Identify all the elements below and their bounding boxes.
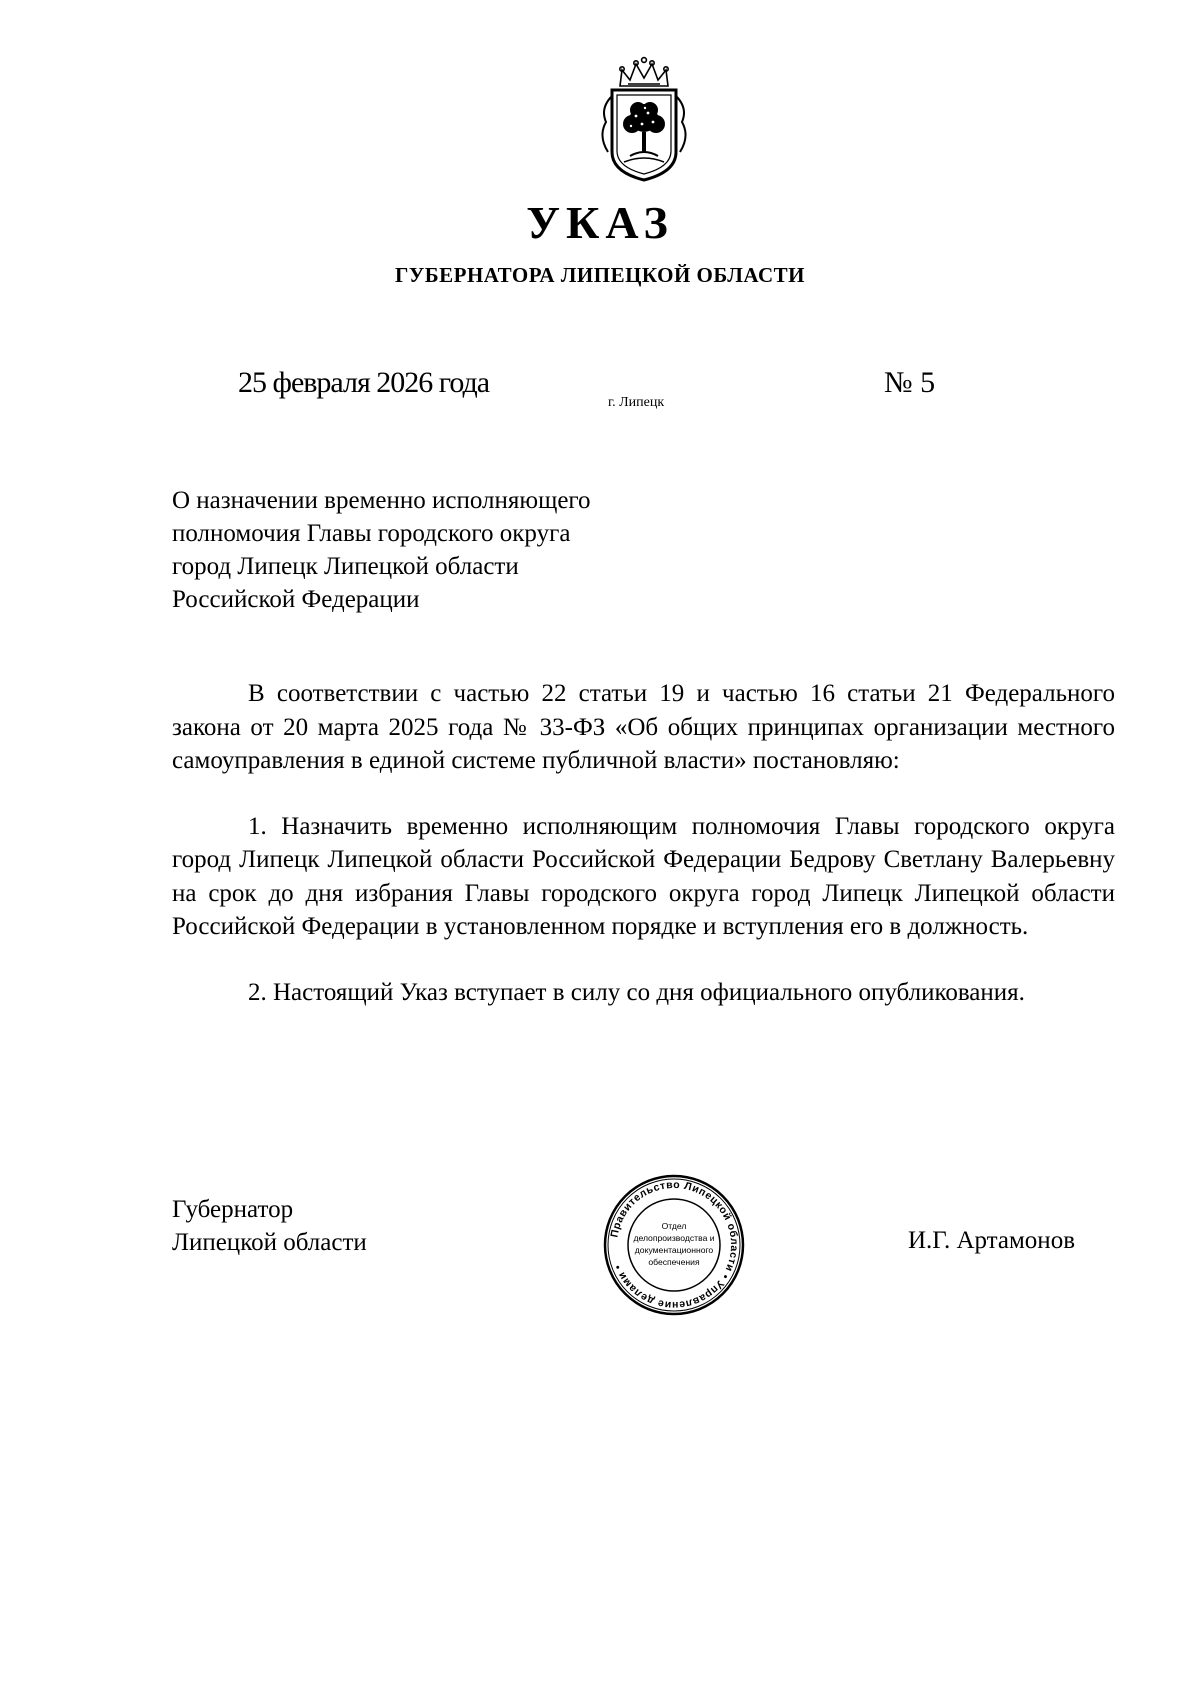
decree-city: г. Липецк [608, 395, 665, 410]
decree-number: № 5 [884, 366, 936, 399]
stamp-inner-line: документационного [634, 1245, 714, 1255]
clause-1-paragraph: 1. Назначить временно исполняющим полномочия Главы городского округа город Липецк Липецкой области Российской Федерации Бедрову Светлану Валерьевну на срок до дня избрания Главы городского округа город Липецк Липецкой области Российской Федерации в установленном порядке и вступления его в должность. [172, 812, 1115, 940]
preamble-paragraph: В соответствии с частью 22 статьи 19 и частью 16 статьи 21 Федерального закона от 20 марта 2025 года № 33-ФЗ «Об общих принципах организации местного самоуправления в единой системе публичной власти» постановляю: [172, 680, 1115, 774]
signatory-role-line: Губернатор [172, 1196, 294, 1223]
subject-line: город Липецк Липецкой области [172, 553, 519, 580]
subject-line: О назначении временно исполняющего [172, 487, 591, 514]
decree-date: 25 февраля 2026 года [238, 366, 490, 399]
subject-line: полномочия Главы городского округа [172, 520, 571, 547]
document-title: УКАЗ [526, 197, 674, 248]
clause-2-paragraph: 2. Настоящий Указ вступает в силу со дня официального опубликования. [248, 978, 1025, 1006]
decree-subject [172, 484, 591, 616]
stamp-inner-line: обеспечения [648, 1257, 700, 1267]
decree-body [172, 677, 1115, 1041]
official-stamp [602, 1173, 746, 1317]
stamp-inner-line: делопроизводства и [633, 1233, 715, 1243]
document-subtitle: ГУБЕРНАТОРА ЛИПЕЦКОЙ ОБЛАСТИ [394, 263, 806, 287]
stamp-outer-text: Правительство Липецкой области • Управление делами • [608, 1178, 741, 1312]
stamp-inner-line: Отдел [661, 1221, 687, 1231]
signatory-role-line: Липецкой области [172, 1229, 367, 1256]
signatory-name: И.Г. Артамонов [908, 1227, 1075, 1254]
subject-line: Российской Федерации [172, 586, 420, 613]
coat-of-arms-icon [590, 56, 698, 184]
signatory-role [172, 1193, 367, 1259]
